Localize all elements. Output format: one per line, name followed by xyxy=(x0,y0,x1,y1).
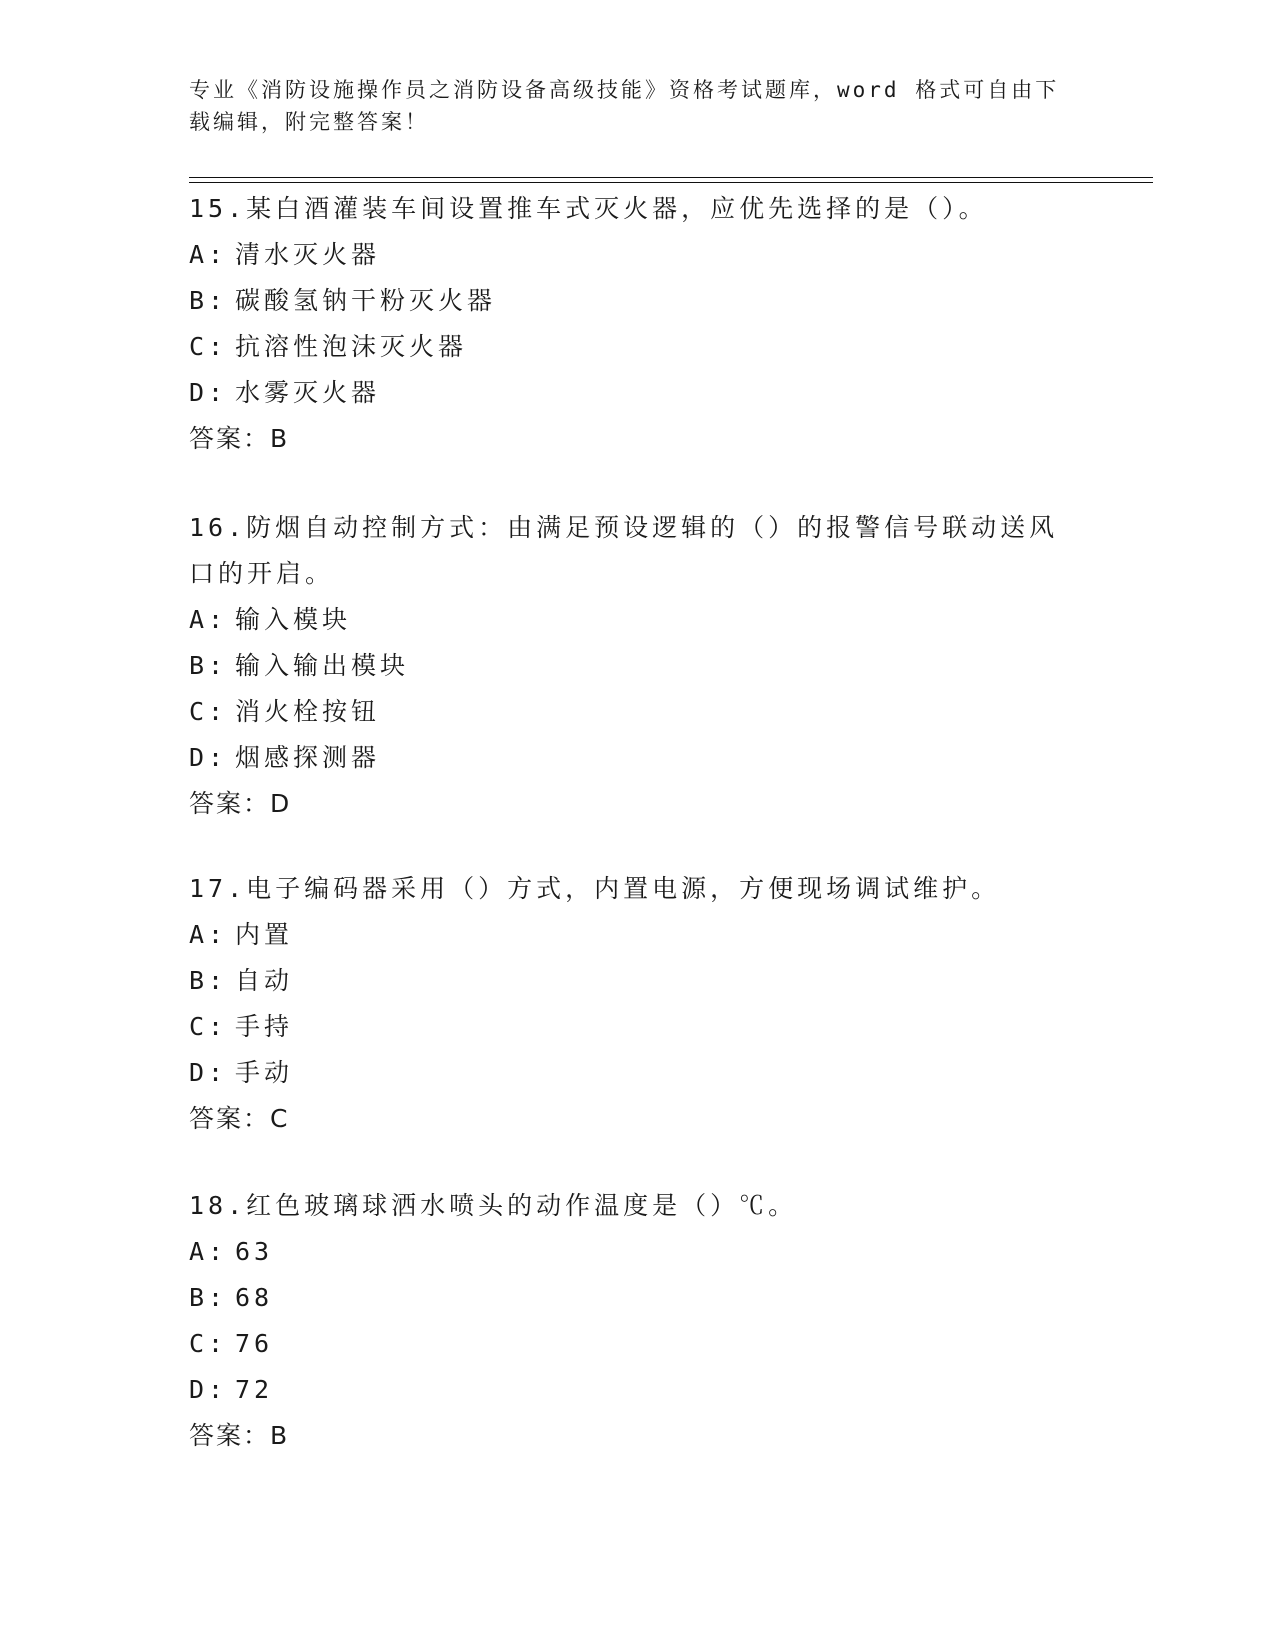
option-text: 68 xyxy=(235,1283,274,1312)
question-stem: 15.某白酒灌装车间设置推车式灭火器，应优先选择的是（）。 xyxy=(189,194,988,223)
answer: 答案：B xyxy=(189,1421,290,1450)
document-header xyxy=(189,74,1069,138)
option-letter: D: xyxy=(189,1375,228,1404)
option-a xyxy=(189,597,1089,643)
option-text: 水雾灭火器 xyxy=(235,378,381,407)
option-a xyxy=(189,1229,1089,1275)
question-15 xyxy=(189,186,1089,462)
header-line-1: 专业《消防设施操作员之消防设备高级技能》资格考试题库，word 格式可自由下 xyxy=(189,78,1060,102)
question-17 xyxy=(189,866,1089,1142)
option-text: 输入输出模块 xyxy=(235,651,410,680)
option-text: 72 xyxy=(235,1375,274,1404)
option-d xyxy=(189,1050,1089,1096)
option-letter: B: xyxy=(189,651,228,680)
option-b xyxy=(189,643,1089,689)
header-line-2: 载编辑，附完整答案！ xyxy=(189,110,429,134)
option-letter: C: xyxy=(189,1329,228,1358)
option-b xyxy=(189,958,1089,1004)
option-a xyxy=(189,912,1089,958)
option-letter: D: xyxy=(189,743,228,772)
option-c xyxy=(189,1321,1089,1367)
option-text: 清水灭火器 xyxy=(235,240,381,269)
header-divider-top xyxy=(189,177,1153,178)
option-text: 抗溶性泡沫灭火器 xyxy=(235,332,468,361)
question-18 xyxy=(189,1183,1089,1459)
option-text: 碳酸氢钠干粉灭火器 xyxy=(235,286,497,315)
option-text: 手持 xyxy=(235,1012,294,1041)
option-letter: B: xyxy=(189,286,228,315)
option-letter: A: xyxy=(189,1237,228,1266)
option-d xyxy=(189,370,1089,416)
question-stem: 18.红色玻璃球洒水喷头的动作温度是（）℃。 xyxy=(189,1191,798,1220)
option-b xyxy=(189,278,1089,324)
option-c xyxy=(189,1004,1089,1050)
option-letter: B: xyxy=(189,966,228,995)
option-text: 消火栓按钮 xyxy=(235,697,381,726)
option-letter: B: xyxy=(189,1283,228,1312)
option-text: 手动 xyxy=(235,1058,294,1087)
question-stem: 17.电子编码器采用（）方式，内置电源，方便现场调试维护。 xyxy=(189,874,1001,903)
option-c xyxy=(189,689,1089,735)
option-a xyxy=(189,232,1089,278)
question-stem: 16.防烟自动控制方式：由满足预设逻辑的（）的报警信号联动送风口的开启。 xyxy=(189,513,1059,588)
option-letter: A: xyxy=(189,920,228,949)
question-16 xyxy=(189,505,1089,827)
option-letter: A: xyxy=(189,605,228,634)
option-text: 内置 xyxy=(235,920,294,949)
option-text: 76 xyxy=(235,1329,274,1358)
option-text: 自动 xyxy=(235,966,294,995)
option-letter: D: xyxy=(189,378,228,407)
header-divider-bottom xyxy=(189,182,1153,183)
option-d xyxy=(189,1367,1089,1413)
option-letter: A: xyxy=(189,240,228,269)
option-letter: C: xyxy=(189,1012,228,1041)
option-text: 烟感探测器 xyxy=(235,743,381,772)
option-letter: C: xyxy=(189,697,228,726)
answer: 答案：D xyxy=(189,789,292,818)
option-letter: C: xyxy=(189,332,228,361)
option-letter: D: xyxy=(189,1058,228,1087)
answer: 答案：B xyxy=(189,424,290,453)
option-b xyxy=(189,1275,1089,1321)
option-text: 63 xyxy=(235,1237,274,1266)
answer: 答案：C xyxy=(189,1104,290,1133)
option-d xyxy=(189,735,1089,781)
option-c xyxy=(189,324,1089,370)
option-text: 输入模块 xyxy=(235,605,352,634)
